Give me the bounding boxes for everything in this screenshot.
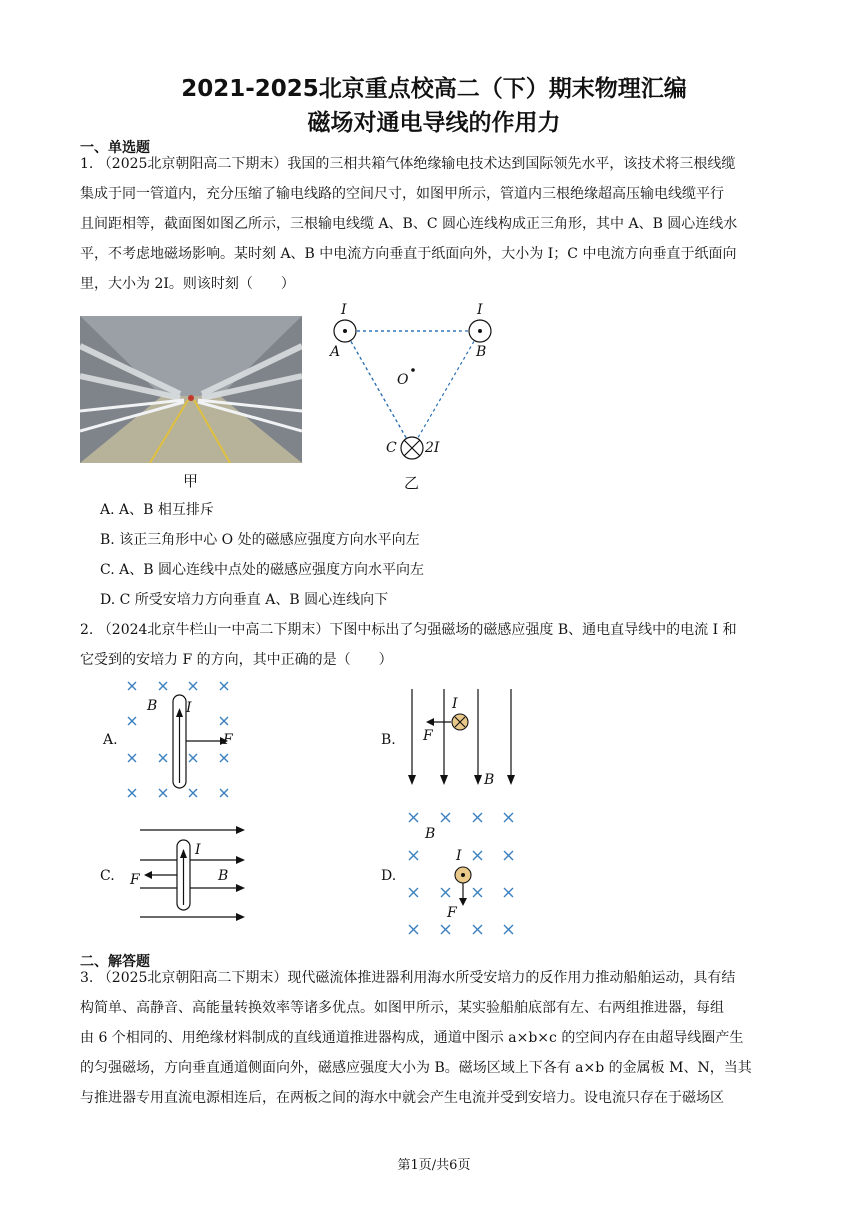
label-o: O <box>397 372 409 388</box>
q2c-label-i: I <box>195 842 201 858</box>
label-c: C <box>386 440 397 456</box>
q2d-label-i: I <box>456 848 462 864</box>
tunnel-photo <box>80 316 302 463</box>
q2-option-b-label[interactable]: B. <box>381 732 396 748</box>
q3-line: 由 6 个相同的、用绝缘材料制成的直线通道推进器构成，通道中图示 a×b×c 的空间内存在由超导线圈产生 <box>80 1030 744 1046</box>
label-i-a: I <box>341 302 347 318</box>
conductor-c-in-icon <box>401 437 423 459</box>
label-a: A <box>330 344 341 360</box>
q2-option-c-label[interactable]: C. <box>100 868 115 884</box>
q3-line: 3. （2025北京朝阳高二下期末）现代磁流体推进器利用海水所受安培力的反作用力推动船舶运动，具有结 <box>80 970 736 986</box>
q2-figure-b <box>400 685 525 790</box>
figure-caption-yi: 乙 <box>404 474 420 492</box>
q2-line: 它受到的安培力 F 的方向，其中正确的是（ ） <box>80 652 393 668</box>
q2b-label-b: B <box>484 772 495 788</box>
q2b-label-i: I <box>452 696 458 712</box>
q1-line: 集成于同一管道内，充分压缩了输电线路的空间尺寸，如图甲所示，管道内三根绝缘超高压输电线缆平行 <box>80 186 724 202</box>
q1-option-d[interactable]: D. C 所受安培力方向垂直 A、B 圆心连线向下 <box>100 592 389 608</box>
conductor-a-out-icon <box>334 320 356 342</box>
label-i-b: I <box>477 302 483 318</box>
q2a-label-i: I <box>186 700 192 716</box>
q2-option-a-label[interactable]: A. <box>103 732 118 748</box>
q1-line: 且间距相等，截面图如图乙所示，三根输电线缆 A、B、C 圆心连线构成正三角形，其中 A、B 圆心连线水 <box>80 216 738 232</box>
q2a-label-f: F <box>223 732 233 748</box>
q3-line: 与推进器专用直流电源相连后，在两板之间的海水中就会产生电流并受到安培力。设电流只存在于磁场区 <box>80 1090 724 1106</box>
q2c-label-f: F <box>130 872 140 888</box>
q2-figure-c <box>130 820 250 925</box>
section-heading-single-choice: 一、单选题 <box>80 140 150 156</box>
q2-option-d-label[interactable]: D. <box>381 868 397 884</box>
q1-line: 里，大小为 2I。则该时刻（ ） <box>80 276 295 292</box>
q2d-label-b: B <box>425 826 436 842</box>
q2a-label-b: B <box>147 698 158 714</box>
page-number: 第1页/共6页 <box>397 1158 471 1173</box>
q1-option-b[interactable]: B. 该正三角形中心 O 处的磁感应强度方向水平向左 <box>100 532 420 548</box>
q2d-label-f: F <box>447 905 457 921</box>
q1-option-a[interactable]: A. A、B 相互排斥 <box>100 502 214 518</box>
q3-line: 的匀强磁场，方向垂直通道侧面向外，磁感应强度大小为 B。磁场区域上下各有 a×b 的金属板 M、N，当其 <box>80 1060 752 1076</box>
q2-figure-d <box>400 805 525 940</box>
q2c-label-b: B <box>218 868 229 884</box>
triangle-diagram-overlay <box>320 300 520 470</box>
figure-caption-jia: 甲 <box>183 472 199 490</box>
label-b: B <box>476 344 487 360</box>
current-out-icon <box>455 867 471 883</box>
label-2i: 2I <box>425 440 440 456</box>
current-in-icon <box>452 714 468 730</box>
q3-line: 构简单、高静音、高能量转换效率等诸多优点。如图甲所示，某实验船舶底部有左、右两组推进器，每组 <box>80 1000 724 1016</box>
conductor-b-out-icon <box>469 320 491 342</box>
q1-line: 1. （2025北京朝阳高二下期末）我国的三相共箱气体绝缘输电技术达到国际领先水平，该技术将三根线缆 <box>80 156 736 172</box>
q2-line: 2. （2024北京牛栏山一中高二下期末）下图中标出了匀强磁场的磁感应强度 B、通电直导线中的电流 I 和 <box>80 622 737 638</box>
q1-line: 平，不考虑地磁场影响。某时刻 A、B 中电流方向垂直于纸面向外，大小为 I；C 中电流方向垂直于纸面向 <box>80 246 737 262</box>
q1-option-c[interactable]: C. A、B 圆心连线中点处的磁感应强度方向水平向左 <box>100 562 424 578</box>
center-o-dot <box>411 368 415 372</box>
section-heading-answer: 二、解答题 <box>80 954 150 970</box>
q2b-label-f: F <box>423 728 433 744</box>
page-title-line1: 2021-2025北京重点校高二（下）期末物理汇编 <box>181 76 687 102</box>
page-title-line2: 磁场对通电导线的作用力 <box>307 110 561 136</box>
